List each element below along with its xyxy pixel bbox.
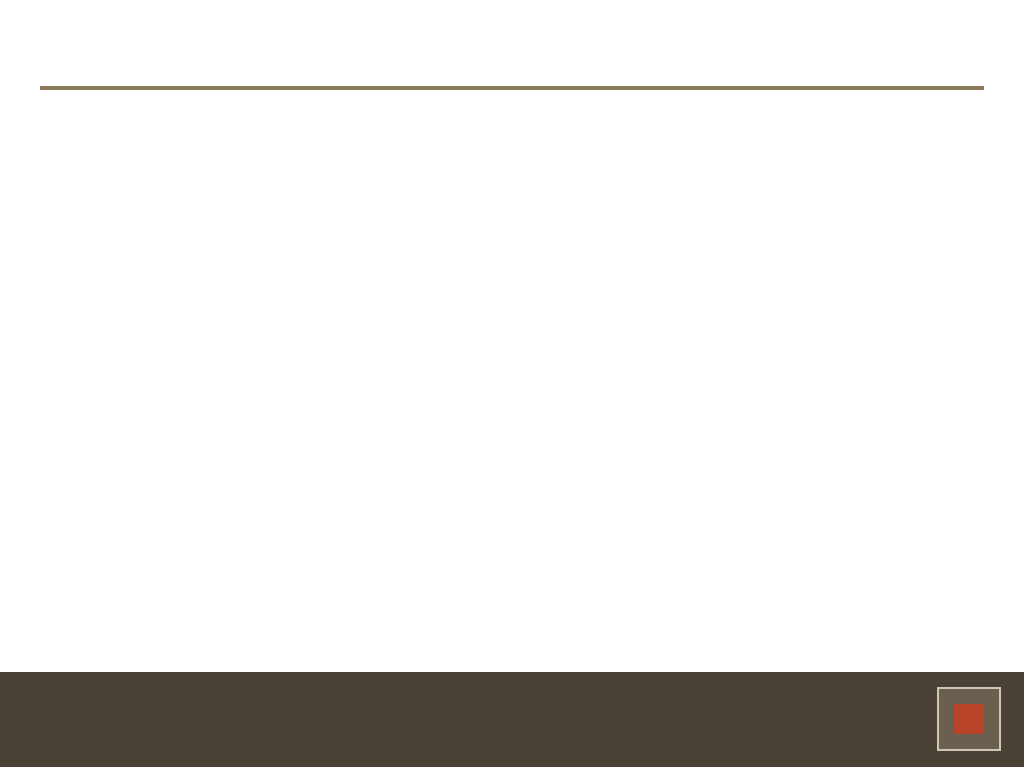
footer-text [40,682,920,758]
footer-line [40,728,920,751]
body-line [40,276,984,306]
footer-line [40,682,920,705]
title-divider [40,86,984,90]
body-line [40,150,984,180]
body-line [40,192,984,222]
slide-body [40,108,984,648]
body-line [40,108,984,138]
logo-icon [934,684,1004,754]
slide-title [40,28,984,72]
body-line [40,234,984,264]
footer-line [40,705,920,728]
